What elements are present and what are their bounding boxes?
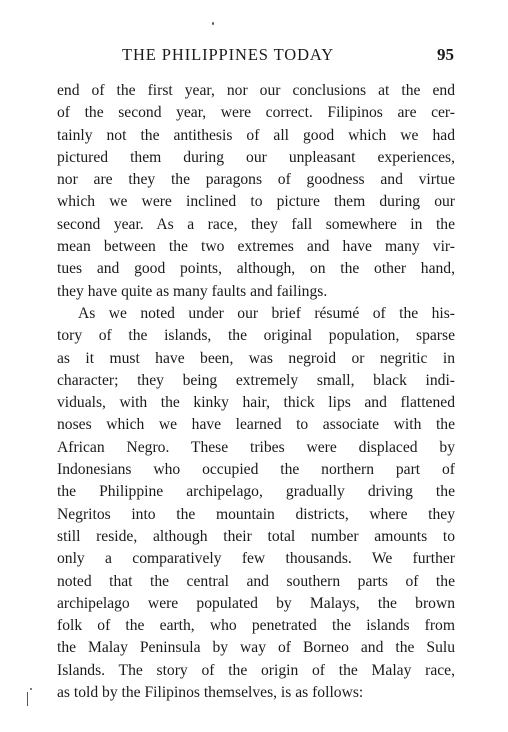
paragraph-2 [57, 303, 455, 704]
text-line: Islands. The story of the origin of the Malay race, [57, 661, 455, 679]
text-line: Negritos into the mountain districts, where they [57, 505, 455, 523]
text-line: pictured them during our unpleasant experiences, [57, 148, 455, 166]
text-line: the Malay Peninsula by way of Borneo and the Sulu [57, 639, 455, 657]
text-line: viduals, with the kinky hair, thick lips and flattened [57, 394, 455, 412]
scan-speck [30, 688, 32, 690]
running-title: THE PHILIPPINES TODAY [122, 45, 335, 64]
text-line: end of the first year, nor our conclusions at the end [57, 82, 455, 99]
text-line: as it must have been, was negroid or negritic in [57, 349, 455, 367]
text-line: which we were inclined to picture them during our [57, 193, 455, 211]
text-line: archipelago were populated by Malays, the brown [57, 594, 455, 612]
text-line: as told by the Filipinos themselves, is as follows: [57, 684, 364, 702]
text-line: character; they being extremely small, black indi- [57, 371, 455, 389]
text-line: As we noted under our brief résumé of the his- [78, 304, 455, 322]
text-line: African Negro. These tribes were displaced by [57, 438, 455, 456]
text-line: tory of the islands, the original population, sparse [57, 327, 455, 345]
paragraph-1 [57, 80, 455, 303]
scan-speck [27, 692, 28, 706]
text-line: noted that the central and southern parts of the [57, 572, 455, 590]
text-line: only a comparatively few thousands. We further [57, 550, 455, 568]
text-line: nor are they the paragons of goodness and virtue [57, 171, 455, 189]
page-number: 95 [437, 45, 454, 64]
text-line: of the second year, were correct. Filipinos are cer- [57, 104, 455, 122]
text-line: they have quite as many faults and failings. [57, 282, 328, 300]
text-line: mean between the two extremes and have many vir- [57, 238, 455, 256]
text-line: still reside, although their total number amounts to [57, 527, 455, 545]
text-line: second year. As a race, they fall somewhere in the [57, 215, 455, 233]
text-line: tues and good points, although, on the other hand, [57, 260, 455, 278]
text-line: the Philippine archipelago, gradually driving the [57, 483, 455, 501]
running-head [122, 45, 454, 67]
scan-speck [212, 22, 214, 25]
text-line: folk of the earth, who penetrated the islands from [57, 617, 455, 635]
text-line: noses which we have learned to associate with the [57, 416, 455, 434]
body-text [57, 80, 455, 704]
text-line: Indonesians who occupied the northern part of [57, 461, 455, 479]
text-line: tainly not the antithesis of all good which we had [57, 126, 455, 144]
